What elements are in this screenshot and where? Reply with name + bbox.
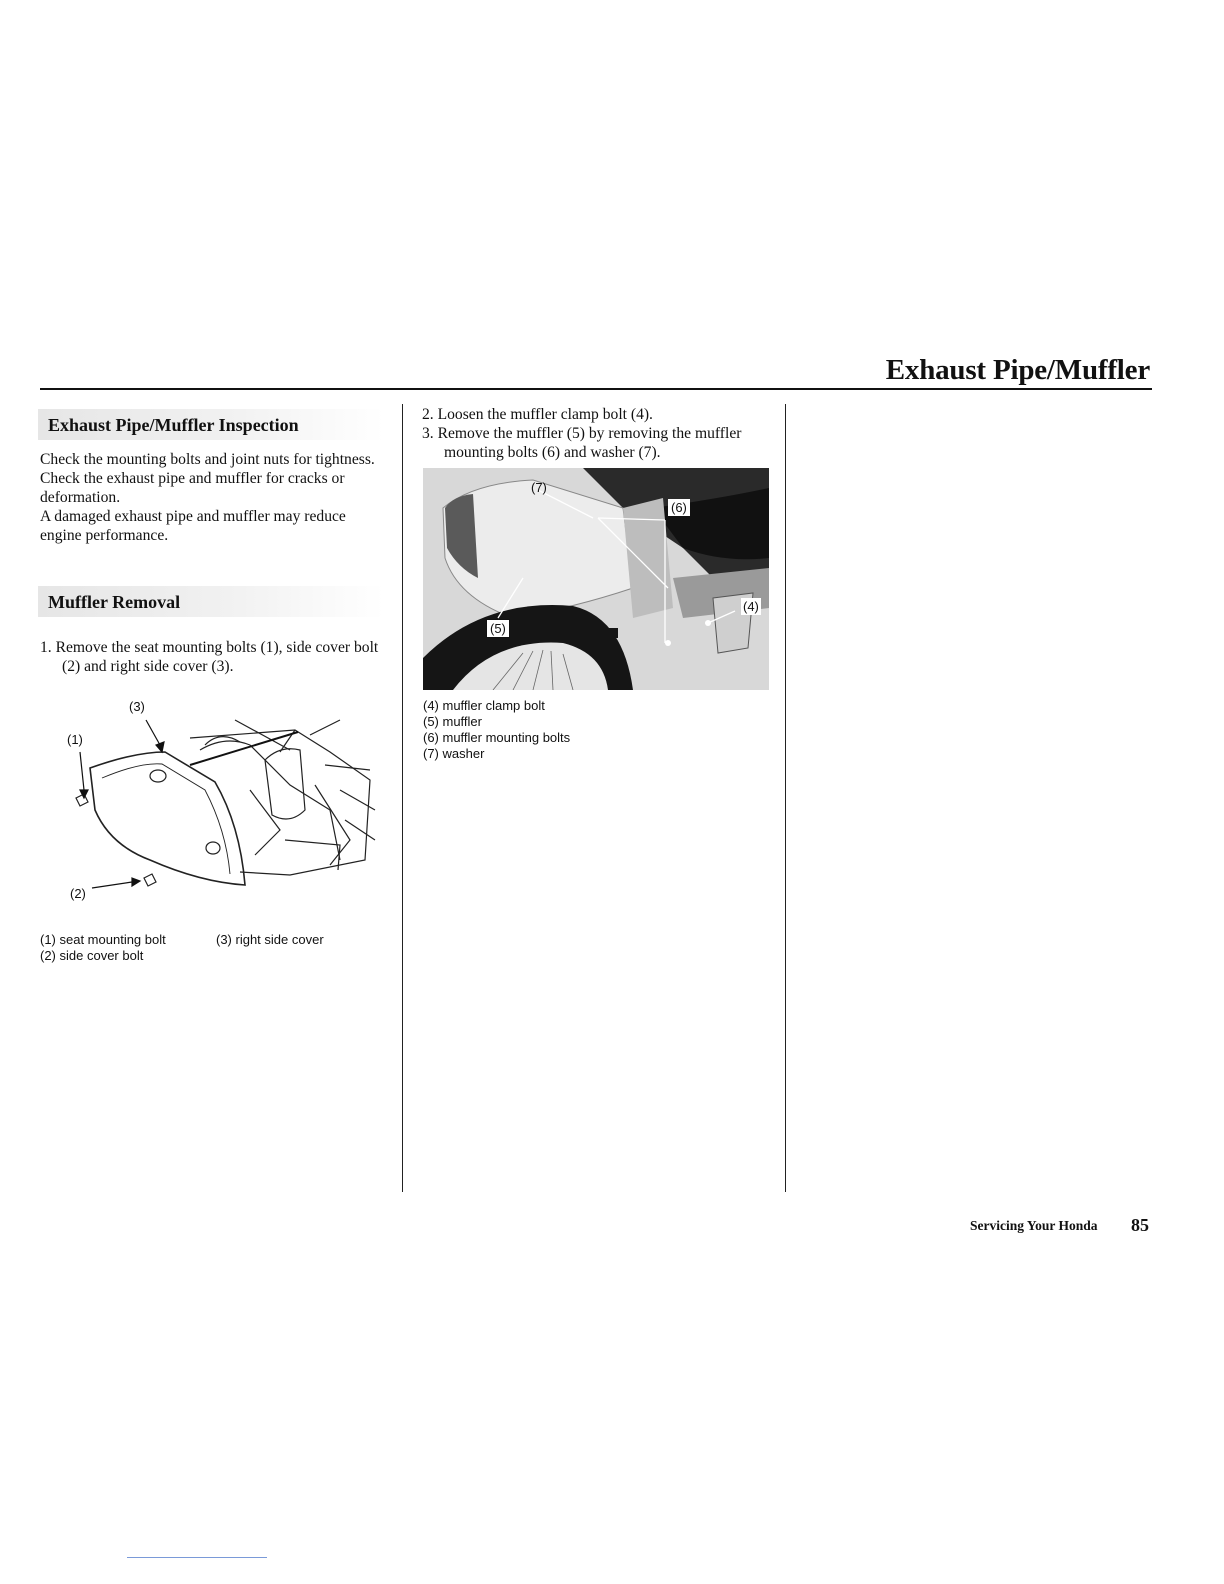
photo-callout-7: (7) bbox=[531, 480, 547, 495]
page-title: Exhaust Pipe/Muffler bbox=[885, 354, 1150, 386]
figure-2-captions bbox=[423, 698, 763, 762]
caption-1: (1) seat mounting bolt bbox=[40, 932, 166, 947]
middle-steps bbox=[422, 405, 772, 462]
caption-7: (7) washer bbox=[423, 746, 485, 761]
footer-section: Servicing Your Honda bbox=[970, 1218, 1098, 1233]
inspection-line-2: Check the exhaust pipe and muffler for cracks or deformation. bbox=[40, 470, 345, 506]
inspection-line-3: A damaged exhaust pipe and muffler may reduce engine performance. bbox=[40, 508, 346, 544]
column-divider-right bbox=[785, 404, 786, 1192]
caption-4: (4) muffler clamp bolt bbox=[423, 698, 545, 713]
callout-1: (1) bbox=[67, 732, 83, 747]
title-rule bbox=[40, 388, 1152, 390]
inspection-text bbox=[40, 450, 390, 545]
caption-5: (5) muffler bbox=[423, 714, 482, 729]
removal-heading: Muffler Removal bbox=[38, 586, 384, 617]
photo-callout-5: (5) bbox=[486, 619, 510, 638]
photo-callout-4: (4) bbox=[743, 599, 759, 614]
inspection-heading: Exhaust Pipe/Muffler Inspection bbox=[38, 409, 384, 440]
inspection-line-1: Check the mounting bolts and joint nuts for tightness. bbox=[40, 451, 375, 468]
caption-2: (2) side cover bolt bbox=[40, 948, 144, 963]
callout-2: (2) bbox=[70, 886, 86, 901]
step-1: 1. Remove the seat mounting bolts (1), side cover bolt (2) and right side cover (3). bbox=[40, 639, 379, 675]
photo-callout-6: (6) bbox=[668, 499, 690, 516]
scan-line bbox=[127, 1557, 267, 1558]
column-divider-left bbox=[402, 404, 403, 1192]
caption-6: (6) muffler mounting bolts bbox=[423, 730, 571, 745]
muffler-photo bbox=[423, 468, 769, 690]
callout-3: (3) bbox=[129, 699, 145, 714]
caption-3: (3) right side cover bbox=[216, 932, 324, 947]
step-2: 2. Loosen the muffler clamp bolt (4). bbox=[422, 406, 653, 423]
step-3: 3. Remove the muffler (5) by removing the muffler mounting bolts (6) and washer (7). bbox=[422, 425, 742, 461]
side-cover-diagram bbox=[40, 690, 380, 915]
page-number: 85 bbox=[1131, 1215, 1149, 1235]
